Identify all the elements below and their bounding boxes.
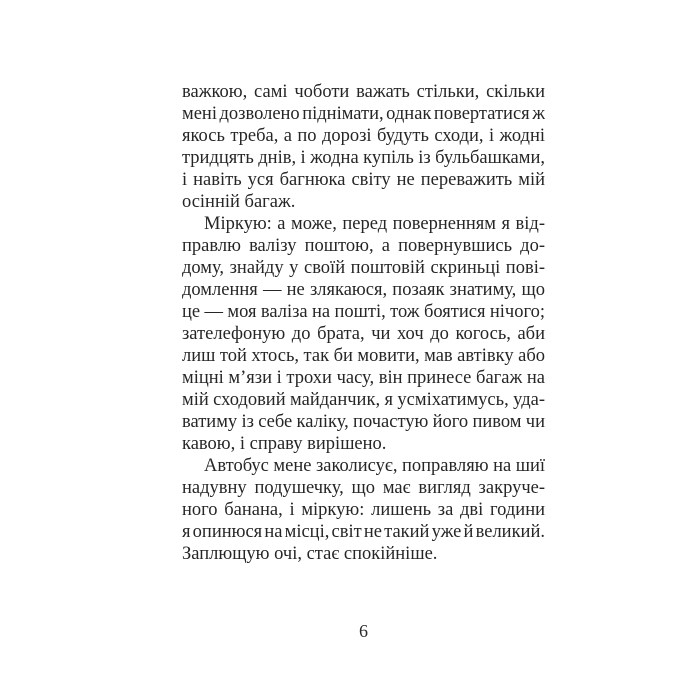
text-line-content: це — моя валіза на пошті, тож боятися нічого;: [182, 302, 545, 322]
text-line-content: дому, знайду у своїй поштовій скриньці пові-: [182, 258, 545, 278]
text-line: [182, 433, 545, 455]
text-line: [182, 389, 545, 411]
paragraph: [182, 455, 545, 565]
paragraph: [182, 213, 545, 455]
text-line-content: Заплющую очі, стає спокійніше.: [182, 544, 438, 564]
text-line-content: зателефоную до брата, чи хоч до когось, аби: [182, 324, 545, 344]
text-line: [182, 125, 545, 147]
text-line-content: я опинюся на місці, світ не такий уже й великий.: [182, 522, 545, 542]
page-number: 6: [359, 621, 368, 641]
text-line-content: і навіть уся багнюка світу не переважить мій: [182, 170, 545, 190]
text-line-content: надувну подушечку, що має вигляд закруче-: [182, 478, 545, 498]
text-line-content: міцні м’язи і трохи часу, він принесе багаж на: [182, 368, 545, 388]
text-line: [182, 301, 545, 323]
text-line-content: лиш той хтось, так би мовити, мав автівку або: [182, 346, 545, 366]
paragraph: [182, 81, 545, 213]
text-block: [182, 81, 545, 565]
text-line: [182, 257, 545, 279]
text-line: [182, 103, 545, 125]
text-line: [182, 323, 545, 345]
text-line: [182, 543, 545, 565]
text-line-content: тридцять днів, і жодна купіль із бульбашками,: [182, 148, 545, 168]
text-line-content: домлення — не злякаюся, позаяк знатиму, що: [182, 280, 545, 300]
text-line: [182, 345, 545, 367]
text-line-content: мій сходовий майданчик, я усміхатимусь, уда-: [182, 390, 545, 410]
text-line-content: правлю валізу поштою, а повернувшись до-: [182, 236, 545, 256]
text-line-content: ватиму із себе каліку, почастую його пивом чи: [182, 412, 545, 432]
text-line-content: важкою, самі чоботи важать стільки, скільки: [182, 82, 545, 102]
text-line: [182, 147, 545, 169]
text-line: [182, 477, 545, 499]
text-line: [182, 191, 545, 213]
text-line-content: кавою, і справу вирішено.: [182, 434, 387, 454]
text-line: [182, 235, 545, 257]
text-line: [182, 411, 545, 433]
text-line: [182, 279, 545, 301]
text-line: [182, 367, 545, 389]
text-line: [182, 521, 545, 543]
text-line: [182, 499, 545, 521]
text-line-content: осінній багаж.: [182, 192, 296, 212]
text-line: [182, 213, 545, 235]
text-line-content: мені дозволено піднімати, однак повертатися ж: [182, 104, 545, 124]
text-line-content: Автобус мене заколисує, поправляю на шиї: [204, 456, 545, 476]
text-line: [182, 169, 545, 191]
text-line: [182, 455, 545, 477]
text-line-content: ного банана, і міркую: лишень за дві години: [182, 500, 545, 520]
text-line-content: Міркую: а може, перед поверненням я від-: [204, 214, 545, 234]
text-line: [182, 81, 545, 103]
text-line-content: якось треба, а по дорозі будуть сходи, і жодні: [182, 126, 545, 146]
